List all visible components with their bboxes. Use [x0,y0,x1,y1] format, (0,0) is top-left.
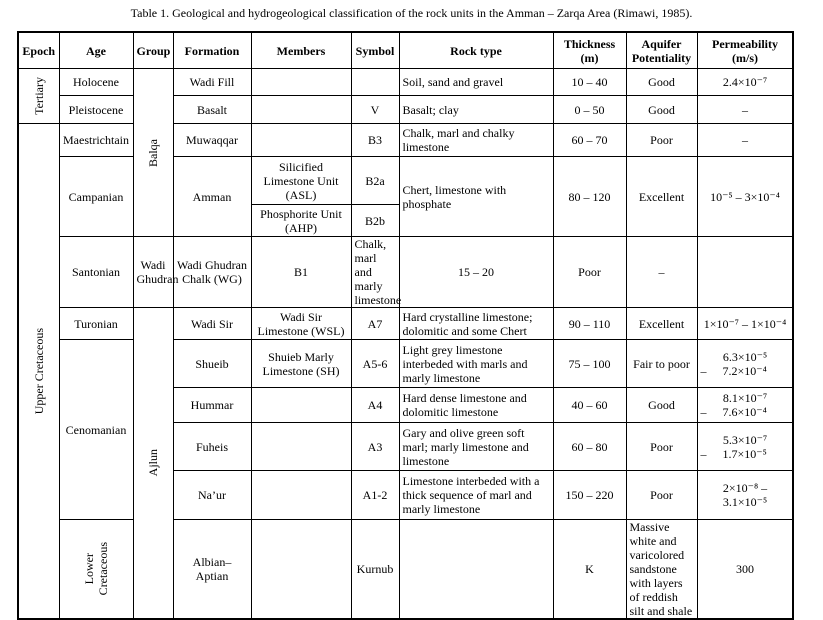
aquifer-cell: Fair to poor [626,340,697,388]
members-cell [251,124,351,157]
age-cell: Cenomanian [59,340,133,520]
members-cell [251,69,351,96]
thickness-cell: 150 – 220 [553,471,626,520]
age-cell: Albian–Aptian [173,520,251,620]
header-thickness: Thickness (m) [553,32,626,69]
members-cell: Shuieb Marly Limestone (SH) [251,340,351,388]
formation-cell: Kurnub [351,520,399,620]
age-cell: Holocene [59,69,133,96]
epoch-tertiary: Tertiary [18,69,59,124]
thickness-cell: 60 – 70 [553,124,626,157]
header-permeability: Permeability (m/s) [697,32,793,69]
epoch-lower-cretaceous: Lower Cretaceous [59,520,133,620]
formation-cell: Na’ur [173,471,251,520]
permeability-cell: 5.3×10⁻⁷ – 1.7×10⁻⁵ [697,423,793,471]
rock-type-cell: Limestone interbeded with a thick sequence of marl and marly limestone [399,471,553,520]
header-epoch: Epoch [18,32,59,69]
rock-type-cell: Basalt; clay [399,96,553,124]
symbol-cell: A7 [351,308,399,340]
symbol-cell: A3 [351,423,399,471]
rock-type-cell: Chalk, marl and marly limestone [351,237,399,308]
thickness-cell: 40 – 60 [553,388,626,423]
age-cell: Campanian [59,157,133,237]
permeability-cell: 10⁻⁵ – 3×10⁻⁴ [697,157,793,237]
symbol-cell: V [351,96,399,124]
permeability-cell: 2.4×10⁻⁷ [697,69,793,96]
rock-type-cell: Hard crystalline limestone; dolomitic and some Chert [399,308,553,340]
formation-cell: Shueib [173,340,251,388]
formation-cell: Basalt [173,96,251,124]
thickness-cell: 90 – 110 [553,308,626,340]
header-group: Group [133,32,173,69]
table-row [18,237,793,308]
thickness-cell: 80 – 120 [553,157,626,237]
symbol-cell: B2b [351,205,399,237]
aquifer-cell: Poor [626,124,697,157]
permeability-cell: 1×10⁻⁷ – 1×10⁻⁴ [697,308,793,340]
group-empty [251,520,351,620]
thickness-cell: 75 – 100 [553,340,626,388]
age-cell: Santonian [59,237,133,308]
table-row [18,69,793,96]
symbol-cell: B2a [351,157,399,205]
symbol-cell: K [553,520,626,620]
symbol-cell: A1-2 [351,471,399,520]
thickness-cell: 300 [697,520,793,620]
symbol-cell: B1 [251,237,351,308]
members-cell [251,423,351,471]
members-cell: Wadi Ghudran Chalk (WG) [173,237,251,308]
table-caption: Table 1. Geological and hydrogeological classification of the rock units in the Amman – Zarqa Area (Rimawi, 1985). [130,6,693,20]
header-members: Members [251,32,351,69]
rock-type-cell: Massive white and varicolored sandstone with layers of reddish silt and shale [626,520,697,620]
members-cell [251,388,351,423]
formation-cell: Wadi Fill [173,69,251,96]
formation-cell: Wadi Sir [173,308,251,340]
thickness-cell: 15 – 20 [399,237,553,308]
formation-cell: Amman [173,157,251,237]
aquifer-cell: Good [626,388,697,423]
permeability-cell: – [697,96,793,124]
table-row [18,308,793,340]
header-row [18,32,793,69]
aquifer-cell: Excellent [626,308,697,340]
permeability-cell: – [697,124,793,157]
age-cell: Turonian [59,308,133,340]
aquifer-cell: Good [626,69,697,96]
formation-cell: Fuheis [173,423,251,471]
thickness-cell: 0 – 50 [553,96,626,124]
rock-type-cell: Soil, sand and gravel [399,69,553,96]
aquifer-cell: Poor [626,471,697,520]
header-rock-type: Rock type [399,32,553,69]
members-cell [399,520,553,620]
formation-cell: Wadi Ghudran [133,237,173,308]
formation-cell: Muwaqqar [173,124,251,157]
aquifer-cell: Excellent [626,157,697,237]
rock-units-table [17,31,794,620]
epoch-upper-cretaceous: Upper Cretaceous [18,124,59,620]
permeability-cell: – [626,237,697,308]
rock-type-cell: Light grey limestone interbeded with marls and marly limestone [399,340,553,388]
members-cell [251,471,351,520]
permeability-cell: 6.3×10⁻⁵ – 7.2×10⁻⁴ [697,340,793,388]
aquifer-cell: Good [626,96,697,124]
symbol-cell [351,69,399,96]
group-balqa: Balqa [133,69,173,237]
thickness-cell: 60 – 80 [553,423,626,471]
permeability-cell: 2×10⁻⁸ – 3.1×10⁻⁵ [697,471,793,520]
age-cell: Maestrichtain [59,124,133,157]
rock-type-cell: Chert, limestone with phosphate [399,157,553,237]
header-aquifer: Aquifer Potentiality [626,32,697,69]
header-formation: Formation [173,32,251,69]
rock-type-cell: Chalk, marl and chalky limestone [399,124,553,157]
members-cell: Wadi Sir Limestone (WSL) [251,308,351,340]
group-ajlun: Ajlun [133,308,173,620]
rock-type-cell: Hard dense limestone and dolomitic limestone [399,388,553,423]
age-cell: Pleistocene [59,96,133,124]
symbol-cell: A4 [351,388,399,423]
formation-cell: Hummar [173,388,251,423]
symbol-cell: A5-6 [351,340,399,388]
members-cell [251,96,351,124]
permeability-cell: 8.1×10⁻⁷ – 7.6×10⁻⁴ [697,388,793,423]
members-cell: Phosphorite Unit (AHP) [251,205,351,237]
members-cell: Silicified Limestone Unit (ASL) [251,157,351,205]
header-age: Age [59,32,133,69]
thickness-cell: 10 – 40 [553,69,626,96]
aquifer-cell: Poor [626,423,697,471]
rock-type-cell: Gary and olive green soft marl; marly limestone and limestone [399,423,553,471]
header-symbol: Symbol [351,32,399,69]
symbol-cell: B3 [351,124,399,157]
aquifer-cell: Poor [553,237,626,308]
